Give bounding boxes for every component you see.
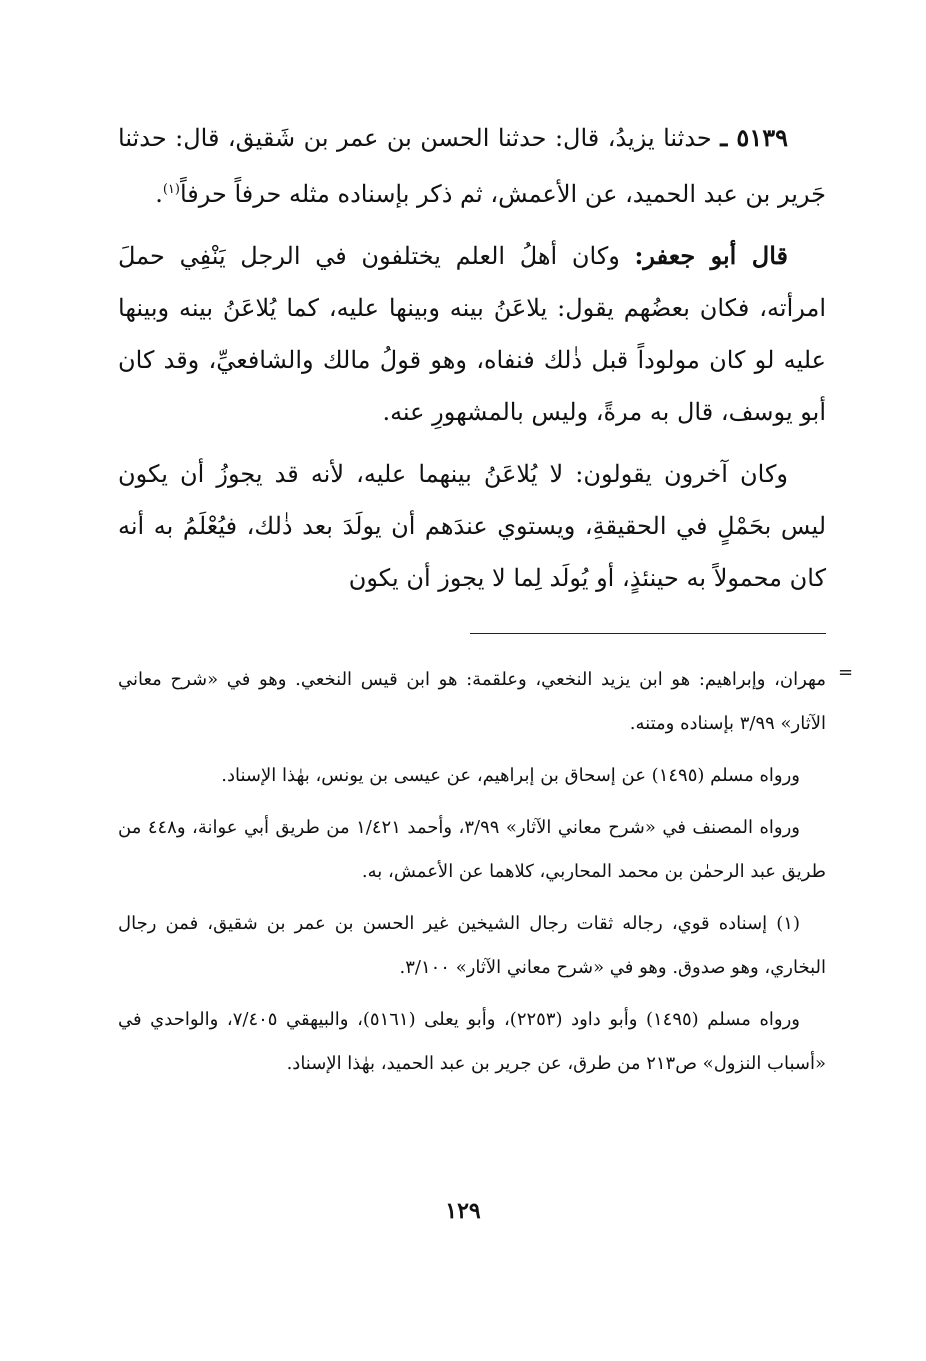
commentary-paragraph-2	[118, 448, 826, 604]
hadith-number: ٥١٣٩ ـ	[720, 123, 788, 152]
main-text	[118, 112, 826, 614]
commentary-lead: قال أبو جعفر:	[634, 241, 788, 270]
hadith-text: حدثنا يزيدُ، قال: حدثنا الحسن بن عمر بن شَقيق، قال: حدثنا جَرير بن عبد الحميد، عن الأعمش، ثم ذكر بإسناده مثله حرفاً حرفاً	[118, 124, 826, 208]
footnote-paragraph: ورواه مسلم (١٤٩٥) وأبو داود (٢٢٥٣)، وأبو يعلى (٥١٦١)، والبيهقي ٧/٤٠٥، والواحدي في «أسباب النزول» ص٢١٣ من طرق، عن جرير بن عبد الحميد، بهٰذا الإسناد.	[118, 1009, 826, 1074]
page-number: ١٢٩	[445, 1198, 481, 1224]
footnote-paragraph: مهران، وإبراهيم: هو ابن يزيد النخعي، وعلقمة: هو ابن قيس النخعي. وهو في «شرح معاني الآثار» ٣/٩٩ بإسناده ومتنه.	[118, 669, 826, 734]
commentary-text: وكان أهلُ العلم يختلفون في الرجل يَنْفِي حملَ امرأته، فكان بعضُهم يقول: يلاعَنُ بينه وبينها عليه، كما يُلاعَنُ بينه وبينها عليه لو كان مولوداً قبل ذٰلك فنفاه، وهو قولُ مالك والشافعيِّ، وقد كان أبو يوسف، قال به مرةً، وليس بالمشهورِ عنه.	[118, 242, 826, 426]
commentary-text-2: وكان آخرون يقولون: لا يُلاعَنُ بينهما عليه، لأنه قد يجوزُ أن يكون ليس بحَمْلٍ في الحقيقةِ، ويستوي عندَهم أن يولَدَ بعد ذٰلك، فيُعْلَمُ به أنه كان محمولاً به حينئذٍ، أو يُولَد لِما لا يجوز أن يكون	[118, 460, 826, 592]
footnote-ref: (١)	[162, 182, 180, 197]
footnote-paragraph: ورواه مسلم (١٤٩٥) عن إسحاق بن إبراهيم، عن عيسى بن يونس، بهٰذا الإسناد.	[221, 765, 800, 786]
hadith-paragraph	[118, 112, 826, 220]
footnote-divider	[470, 633, 826, 634]
commentary-paragraph	[118, 230, 826, 438]
hadith-end: .	[155, 180, 163, 208]
footnotes	[118, 658, 826, 1094]
footnote-paragraph: ورواه المصنف في «شرح معاني الآثار» ٣/٩٩، وأحمد ١/٤٢١ من طريق أبي عوانة، و٤٤٨ من طريق عبد الرحمٰن بن محمد المحاربي، كلاهما عن الأعمش، به.	[118, 817, 826, 882]
continuation-mark: =	[838, 662, 854, 683]
footnote-paragraph: (١) إسناده قوي، رجاله ثقات رجال الشيخين غير الحسن بن عمر بن شقيق، فمن رجال البخاري، وهو صدوق. وهو في «شرح معاني الآثار» ٣/١٠٠.	[118, 913, 826, 978]
